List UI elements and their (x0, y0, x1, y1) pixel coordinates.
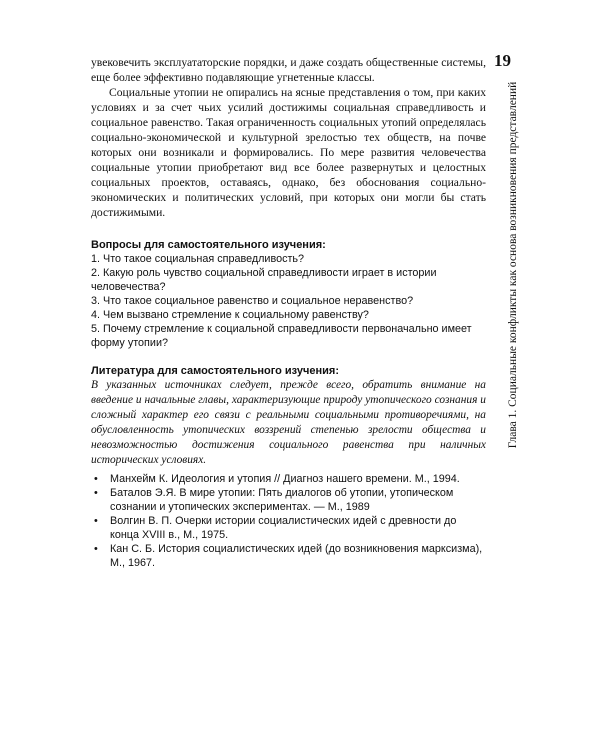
question-item-1: 1. Что такое социальная справедливость? (91, 253, 305, 265)
question-item-5: 5. Почему стремление к социальной справедливости первоначально имеет форму утопии? (91, 323, 472, 349)
body-paragraph-1: увековечить эксплуататорские порядки, и даже создать общественные системы, еще более эффективно подавляющие угнетенные классы. (91, 56, 486, 84)
reference-text: Волгин В. П. Очерки истории социалистических идей с древности до конца XVIII в., М., 1975. (110, 515, 457, 541)
question-item-4: 4. Чем вызвано стремление к социальному равенству? (91, 309, 369, 321)
reference-text: Баталов Э.Я. В мире утопии: Пять диалогов об утопии, утопическом сознании и утопических экспериментах. — М., 1989 (110, 487, 454, 513)
reference-item-2 (91, 486, 486, 514)
questions-title: Вопросы для самостоятельного изучения: (91, 239, 326, 251)
question-item-2: 2. Какую роль чувство социальной справедливости играет в истории человечества? (91, 267, 437, 293)
bullet-icon: • (94, 487, 98, 499)
literature-title: Литература для самостоятельного изучения: (91, 365, 339, 377)
literature-intro: В указанных источниках следует, прежде всего, обратить внимание на введение и начальные главы, характеризующие природу утопического сознания и сложный характер его связи с реальными социальными противоречиями, на обусловленность утопических воззрений степенью зрелости общества и невозможностью достижения социального равенства при наличных исторических условиях. (91, 379, 486, 466)
section-spacer (91, 220, 486, 238)
bullet-icon: • (94, 473, 98, 485)
reference-item-1 (91, 472, 486, 486)
reference-text: Кан С. Б. История социалистических идей (до возникновения марксизма), М., 1967. (110, 543, 483, 569)
literature-references-list (91, 472, 486, 570)
reference-text: Манхейм К. Идеология и утопия // Диагноз нашего времени. М., 1994. (110, 473, 460, 485)
body-paragraph-2: Социальные утопии не опирались на ясные представления о том, при каких условиях и за счет чьих усилий достижимы социальная справедливость и социальное равенство. Такая ограниченность социальных утопий определялась социально-экономической и культурной зрелостью тех обществ, на почве которых они возникали и формировались. По мере развития человечества социальные утопии приобретают вид все более развернутых и целостных социальных проектов, оставаясь, однако, без обоснования социально-экономических и политических условий, при которых они могли бы стать достижимыми. (91, 86, 486, 219)
main-text-column (91, 55, 486, 570)
reference-item-4 (91, 542, 486, 570)
page-number: 19 (494, 51, 511, 70)
questions-list (91, 252, 486, 350)
bullet-icon: • (94, 543, 98, 555)
bullet-icon: • (94, 515, 98, 527)
running-head-text: Глава 1. Социальные конфликты как основа возникновения представлений (507, 81, 519, 449)
question-item-3: 3. Что такое социальное равенство и социальное неравенство? (91, 295, 414, 307)
running-head (486, 80, 520, 450)
section-spacer (91, 350, 486, 364)
reference-item-3 (91, 514, 486, 542)
